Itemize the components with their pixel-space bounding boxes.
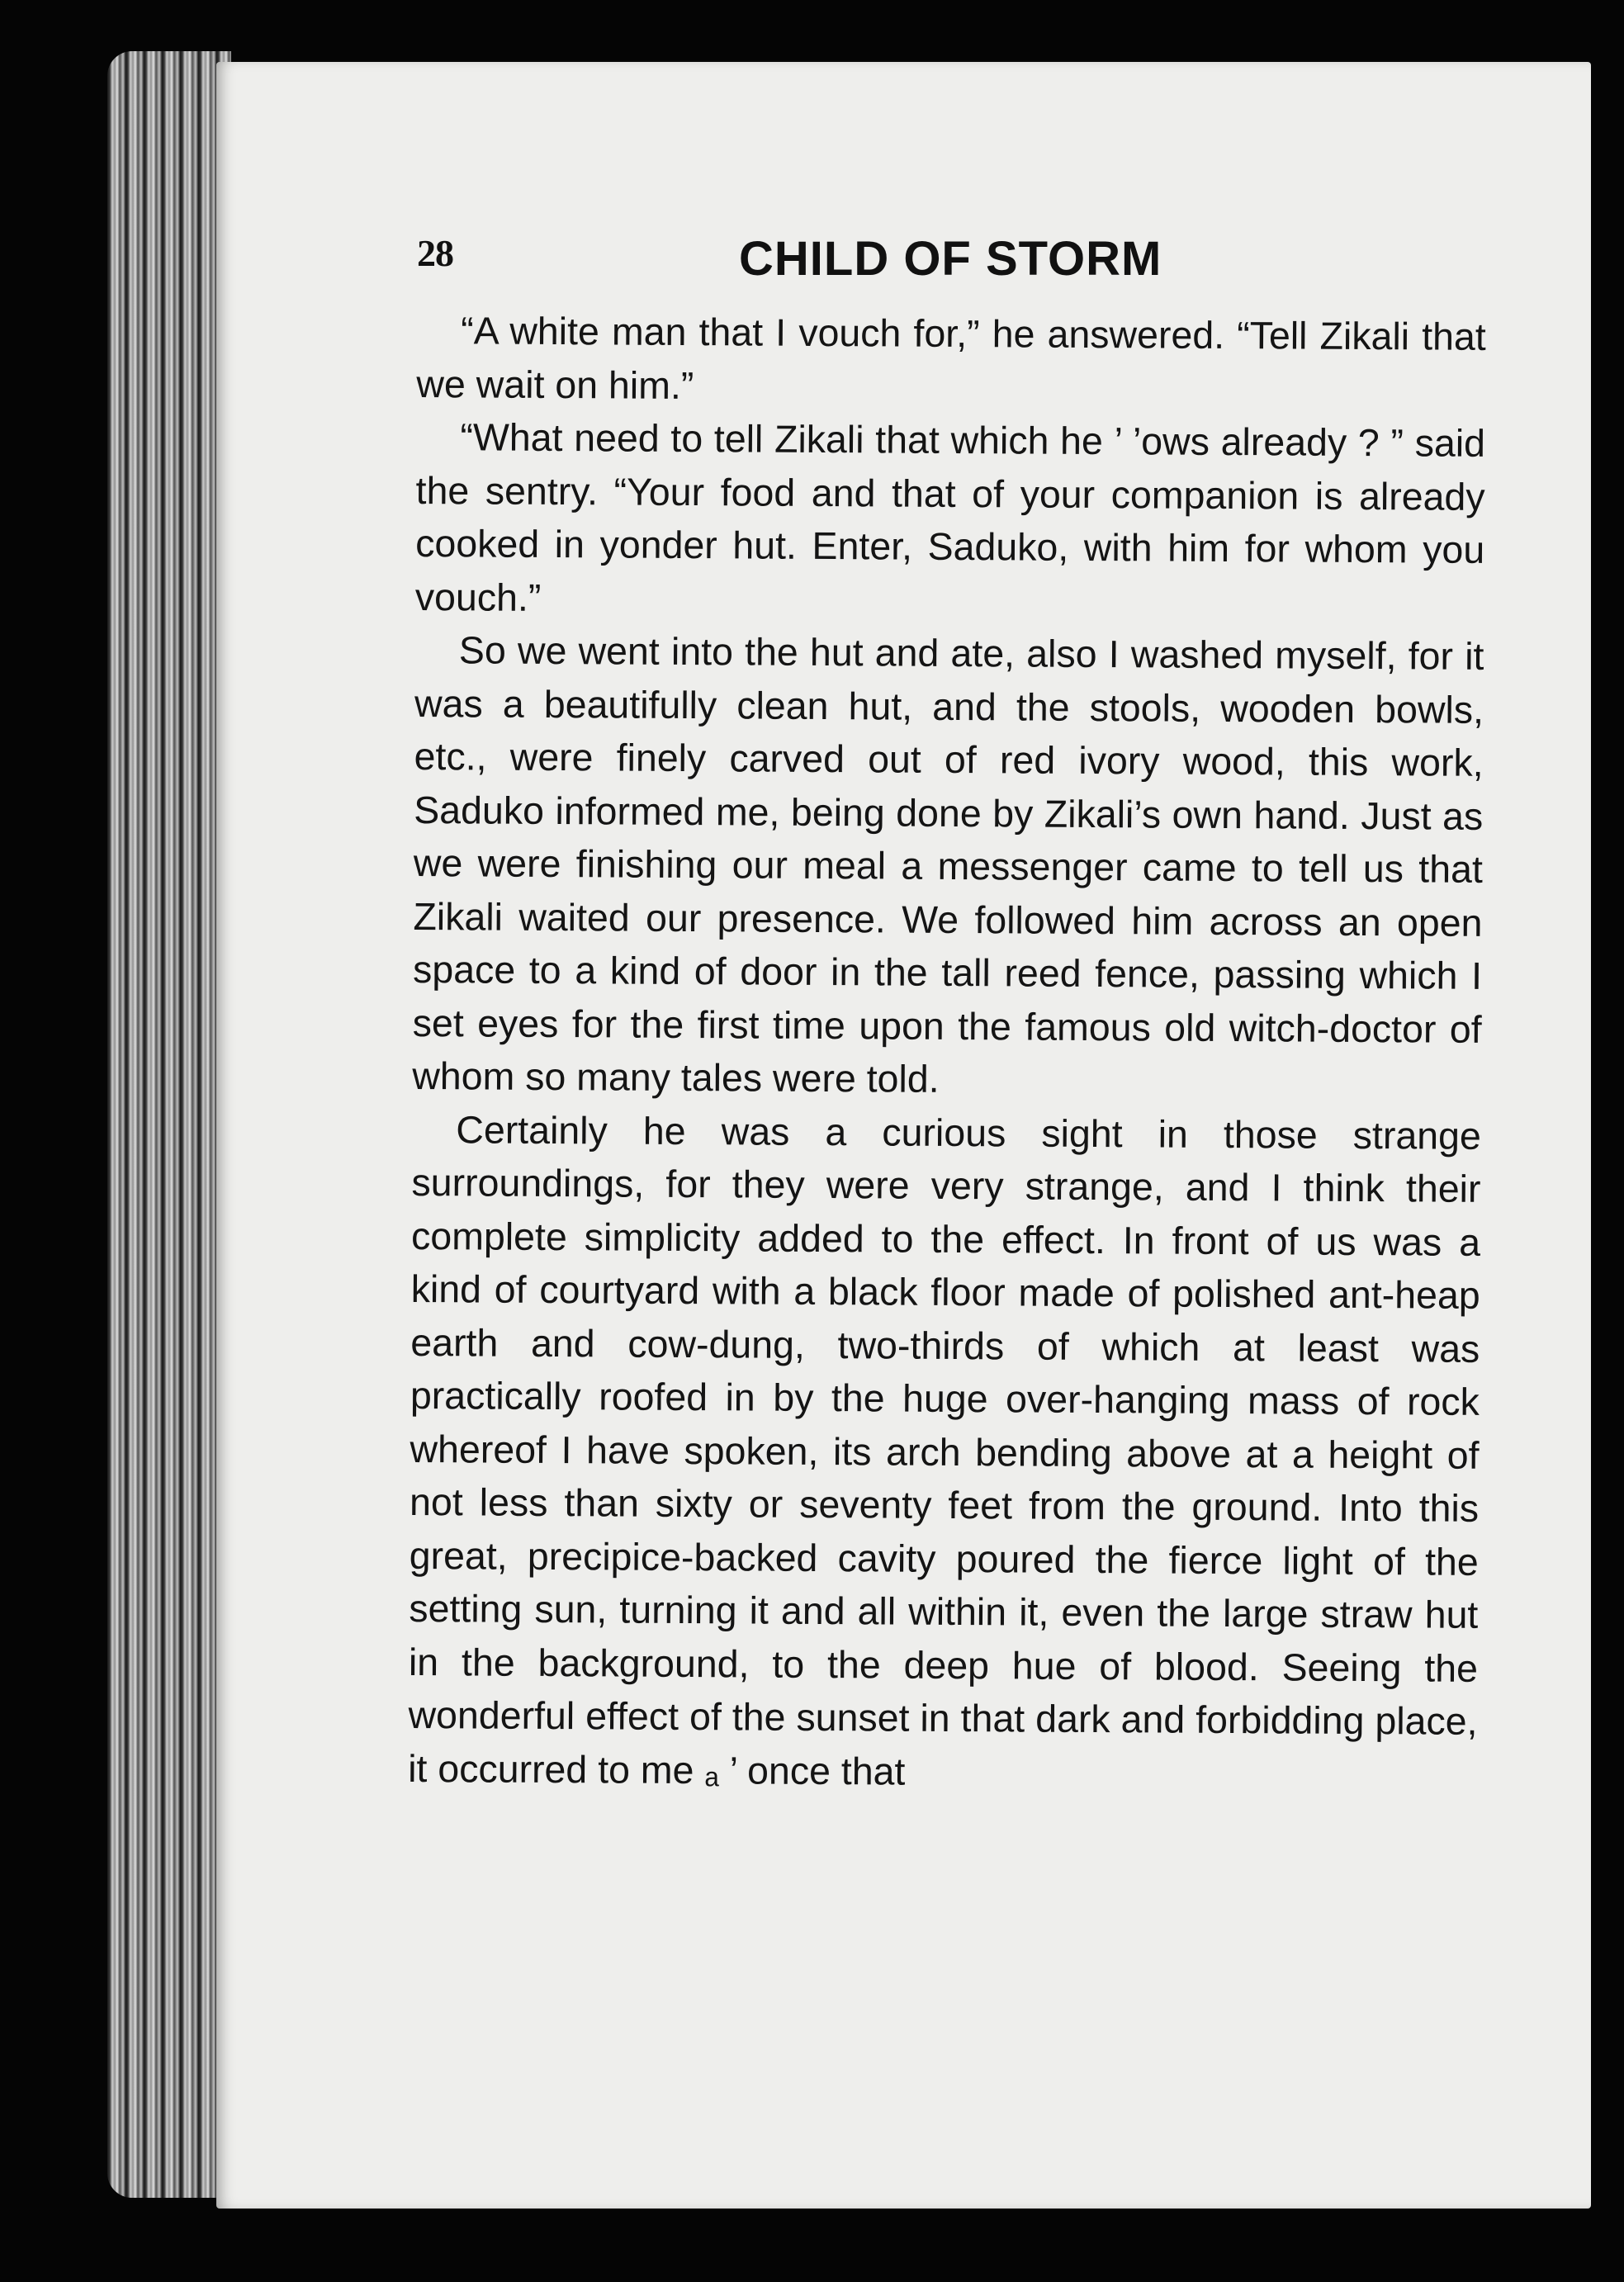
page-header bbox=[417, 231, 1490, 305]
page-number: 28 bbox=[417, 232, 453, 274]
paragraph-4: Certainly he was a curious sight in those strange surroundings, for they were very strange, and I think their complete simplicity added to the effect. In front of us was a kind of courtyard with a black floor made of polished ant-heap earth and cow-dung, two-thirds of which at least was practically roofed in by the huge over-hanging mass of rock whereof I have spoken, its arch bending above at a height of not less than sixty or seventy feet from the ground. Into this great, precipice-backed cavity poured the fierce light of the setting sun, turning it and all within it, even the large straw hut in the background, to the deep hue of blood. Seeing the wonderful effect of the sunset in that dark and forbidding place, it occurred to me ₐ ’ once that bbox=[408, 1107, 1482, 1793]
body-text bbox=[408, 304, 1486, 1801]
running-title: CHILD OF STORM bbox=[739, 232, 1162, 286]
paragraph-2: “What need to tell Zikali that which he ’ ’ows already ? ” said the sentry. “Your food and that of your companion is already cooked in yonder hut. Enter, Saduko, with him for whom you vouch.” bbox=[414, 415, 1486, 619]
paragraph-1: “A white man that I vouch for,” he answered. “Tell Zikali that we wait on him.” bbox=[416, 309, 1486, 407]
paragraph-3: So we went into the hut and ate, also I washed myself, for it was a beautifully clean hut, and the stools, wooden bowls, etc., were finely carved out of red ivory wood, this work, Saduko informed me, being done by Zikali’s own hand. Just as we were finishing our meal a messenger came to tell us that Zikali waited our presence. We followed him across an open space to a kind of door in the tall reed fence, passing which I set eyes for the first time upon the famous old witch-doctor of whom so many tales were told. bbox=[412, 628, 1484, 1101]
page-stack-edges bbox=[107, 51, 231, 2198]
